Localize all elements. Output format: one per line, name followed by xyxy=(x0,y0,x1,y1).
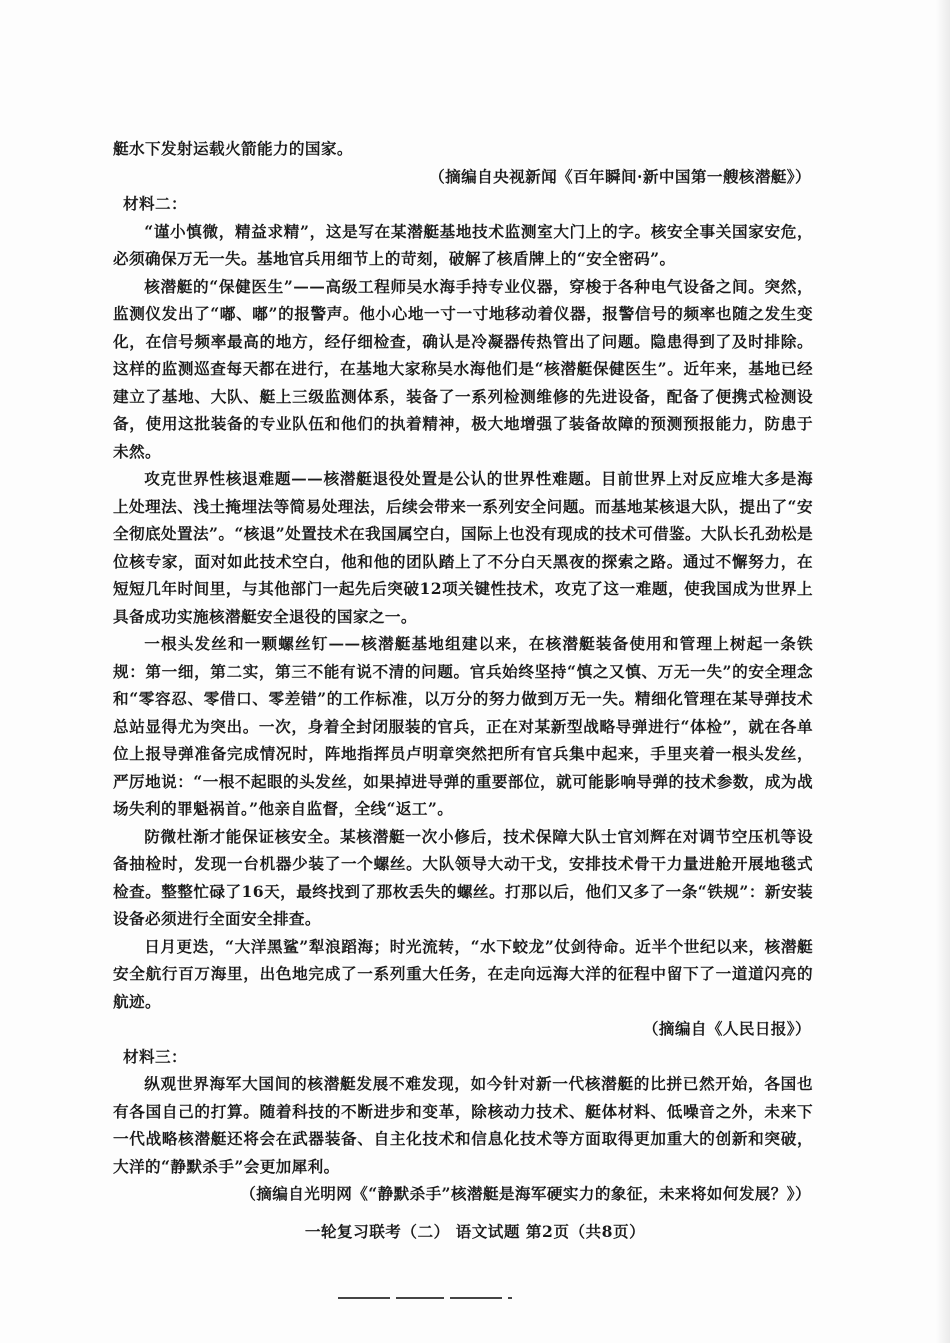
material2-paragraph-5: 防微杜渐才能保证核安全。某核潜艇一次小修后，技术保障大队士官刘辉在对调节空压机等设备抽检时，发现一台机器少装了一个螺丝。大队领导大动干戈，安排技术骨干力量进舱开展地毯式检查。整整忙碌了16天，最终找到了那枚丢失的螺丝。打那以后，他们又多了一条“铁规”：新安装设备必须进行全面安全排查。 xyxy=(113,826,813,928)
footer-scan-dashes xyxy=(338,1297,513,1299)
page-footer: 一轮复习联考（二） 语文试题 第2页（共8页） xyxy=(304,1222,646,1241)
material2-paragraph-2: 核潜艇的“保健医生”——高级工程师吴水海手持专业仪器，穿梭于各种电气设备之间。突然，监测仪发出了“嘟、嘟”的报警声。他小心地一寸一寸地移动着仪器，报警信号的频率也随之发生变化，在信号频率最高的地方，经仔细检查，确认是冷凝器传热管出了问题。隐患得到了及时排除。这样的监测巡查每天都在进行，在基地大家称吴水海他们是“核潜艇保健医生”。近年来，基地已经建立了基地、大队、艇上三级监测体系，装备了一系列检测维修的先进设备，配备了便携式检测设备，使用这批装备的专业队伍和他们的执着精神，极大地增强了装备故障的预测预报能力，防患于未然。 xyxy=(113,276,813,461)
material2-source: （摘编自《人民日报》） xyxy=(642,1019,811,1038)
material1-tail-line: 艇水下发射运载火箭能力的国家。 xyxy=(113,139,353,158)
material3-source: （摘编自光明网《“静默杀手”核潜艇是海军硬实力的象征，未来将如何发展？》） xyxy=(240,1184,811,1203)
material2-paragraph-6: 日月更迭，“大洋黑鲨”犁浪蹈海；时光流转，“水下蛟龙”仗剑待命。近半个世纪以来，核潜艇安全航行百万海里，出色地完成了一系列重大任务，在走向远海大洋的征程中留下了一道道闪亮的航迹。 xyxy=(113,936,813,1011)
dash-line xyxy=(450,1297,502,1299)
material2-paragraph-3: 攻克世界性核退难题——核潜艇退役处置是公认的世界性难题。目前世界上对反应堆大多是海上处理法、浅土掩埋法等简易处理法，后续会带来一系列安全问题。而基地某核退大队，提出了“安全彻底处置法”。“核退”处置技术在我国属空白，国际上也没有现成的技术可借鉴。大队长孔劲松是位核专家，面对如此技术空白，他和他的团队踏上了不分白天黑夜的探索之路。通过不懈努力，在短短几年时间里，与其他部门一起先后突破12项关键性技术，攻克了这一难题，使我国成为世界上具备成功实施核潜艇安全退役的国家之一。 xyxy=(113,469,813,626)
material2-paragraph-1: “谨小慎微，精益求精”，这是写在某潜艇基地技术监测室大门上的字。核安全事关国家安危，必须确保万无一失。基地官兵用细节上的苛刻，破解了核盾牌上的“安全密码”。 xyxy=(113,221,813,268)
material1-source: （摘编自央视新闻《百年瞬间·新中国第一艘核潜艇》） xyxy=(429,166,811,186)
material2-heading: 材料二： xyxy=(123,194,187,213)
dash-line xyxy=(508,1297,512,1299)
material3-heading: 材料三： xyxy=(123,1046,187,1066)
material2-paragraph-4: 一根头发丝和一颗螺丝钉——核潜艇基地组建以来，在核潜艇装备使用和管理上树起一条铁规：第一细，第二实，第三不能有说不清的问题。官兵始终坚持“慎之又慎、万无一失”的安全理念和“零容忍、零借口、零差错”的工作标准，以万分的努力做到万无一失。精细化管理在某导弹技术总站显得尤为突出。一次，身着全封闭服装的官兵，正在对某新型战略导弹进行“体检”，就在各单位上报导弹准备完成情况时，阵地指挥员卢明章突然把所有官兵集中起来，手里夹着一根头发丝，严厉地说：“一根不起眼的头发丝，如果掉进导弹的重要部位，就可能影响导弹的技术参数，成为战场失利的罪魁祸首。”他亲自监督，全线“返工”。 xyxy=(113,634,813,818)
page-content xyxy=(113,135,813,1208)
dash-line xyxy=(396,1297,444,1299)
material3-paragraph-1: 纵观世界海军大国间的核潜艇发展不难发现，如今针对新一代核潜艇的比拼已然开始，各国也有各国自己的打算。随着科技的不断进步和变革，除核动力技术、艇体材料、低噪音之外，未来下一代战略核潜艇还将会在武器装备、自主化技术和信息化技术等方面取得更加重大的创新和突破，大洋的“静默杀手”会更加犀利。 xyxy=(113,1074,813,1176)
scan-edge-shadow xyxy=(936,0,950,1343)
dash-line xyxy=(338,1297,390,1299)
